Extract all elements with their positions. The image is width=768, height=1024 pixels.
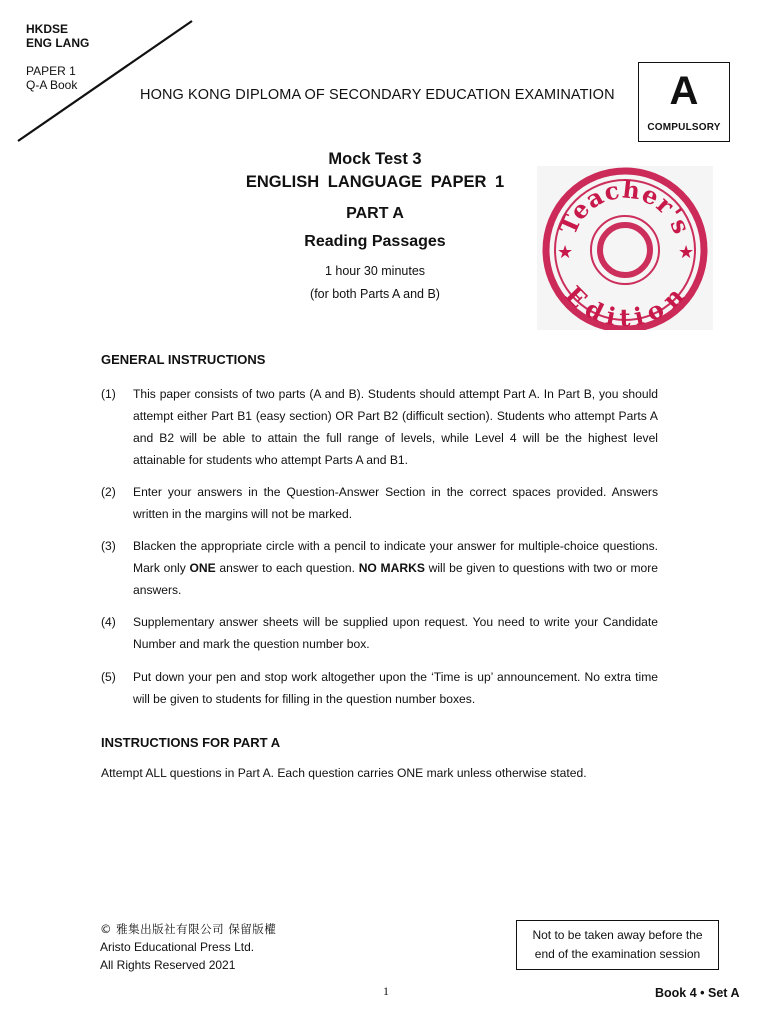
instruction-text-part: will be given to questions with two or more answers. <box>133 561 658 597</box>
page-number: 1 <box>383 984 389 998</box>
section-letter: A <box>669 69 699 113</box>
stamp-star-right-icon: ★ <box>678 242 695 263</box>
svg-text:Teacher's <box>553 174 697 238</box>
instruction-number: (5) <box>101 670 116 684</box>
subject-code: HKDSE <box>26 22 69 36</box>
instruction-item-1 <box>101 383 658 471</box>
exam-notice-box <box>516 920 719 970</box>
part-a-instruction: Attempt ALL questions in Part A. Each question carries ONE mark unless otherwise stated. <box>101 766 587 780</box>
notice-line-1: Not to be taken away before the <box>532 928 703 942</box>
time-note: (for both Parts A and B) <box>310 287 440 301</box>
general-instructions-heading: GENERAL INSTRUCTIONS <box>101 352 266 367</box>
instruction-emphasis-one: ONE <box>189 561 216 575</box>
part-a-heading: INSTRUCTIONS FOR PART A <box>101 735 281 750</box>
instruction-item-4 <box>101 611 658 655</box>
book-set-label: Book 4 • Set A <box>655 986 740 1000</box>
time-allowed: 1 hour 30 minutes <box>324 264 426 278</box>
copyright-chinese: © 雅集出版社有限公司 保留版權 <box>100 922 277 936</box>
subject-name: ENG LANG <box>26 36 90 50</box>
exam-name: HONG KONG DIPLOMA OF SECONDARY EDUCATION EXAMINATION <box>140 87 615 103</box>
instruction-number: (3) <box>101 539 116 553</box>
instruction-text-part: answer to each question. <box>215 561 359 575</box>
instruction-text <box>133 535 658 601</box>
rights-reserved: All Rights Reserved 2021 <box>100 958 236 972</box>
publisher-name: Aristo Educational Press Ltd. <box>100 940 255 954</box>
compulsory-label: COMPULSORY <box>647 122 721 133</box>
instruction-text: This paper consists of two parts (A and B). Students should attempt Part A. In Part B, you should attempt either Part B1 (easy section) OR Part B2 (difficult section). Students who attempt Parts A and B2 will be able to attain the full range of levels, while Level 4 will be the highest level attainable for students who attempt Parts A and B1. <box>133 387 658 467</box>
instruction-item-3 <box>101 535 658 601</box>
compulsory-box <box>638 62 730 142</box>
section-title: Reading Passages <box>304 233 446 250</box>
teachers-edition-stamp <box>537 166 713 330</box>
stamp-star-left-icon: ★ <box>557 242 574 263</box>
corner-diagonal-line <box>0 0 200 150</box>
paper-title: ENGLISH LANGUAGE PAPER 1 <box>245 173 505 191</box>
instruction-text: Put down your pen and stop work altogether upon the ‘Time is up’ announcement. No extra time will be given to students for filling in the question number boxes. <box>133 670 658 706</box>
instruction-number: (1) <box>101 387 116 401</box>
instruction-item-5 <box>101 666 658 710</box>
copyright-block <box>100 920 276 974</box>
instruction-text: Supplementary answer sheets will be supplied upon request. You need to write your Candidate Number and mark the question number box. <box>133 615 658 651</box>
instruction-text: Enter your answers in the Question-Answer Section in the correct spaces provided. Answers written in the margins will not be marked. <box>133 485 658 521</box>
svg-text:Edition <box>559 280 691 330</box>
instruction-emphasis-no-marks: NO MARKS <box>358 561 425 575</box>
mock-test-title: Mock Test 3 <box>328 150 422 168</box>
paper-number: PAPER 1 <box>26 64 76 78</box>
instruction-number: (2) <box>101 485 116 499</box>
notice-line-2: end of the examination session <box>534 947 701 961</box>
part-title: PART A <box>346 205 404 222</box>
book-type: Q-A Book <box>26 78 78 92</box>
stamp-text-top: Teacher's <box>553 174 697 239</box>
instruction-text-part: Blacken the appropriate circle with a pencil to indicate your answer for multiple-choice questions. Mark only <box>133 539 658 575</box>
instruction-item-2 <box>101 481 658 525</box>
instruction-number: (4) <box>101 615 116 629</box>
stamp-text-bottom: Edition <box>559 280 691 330</box>
